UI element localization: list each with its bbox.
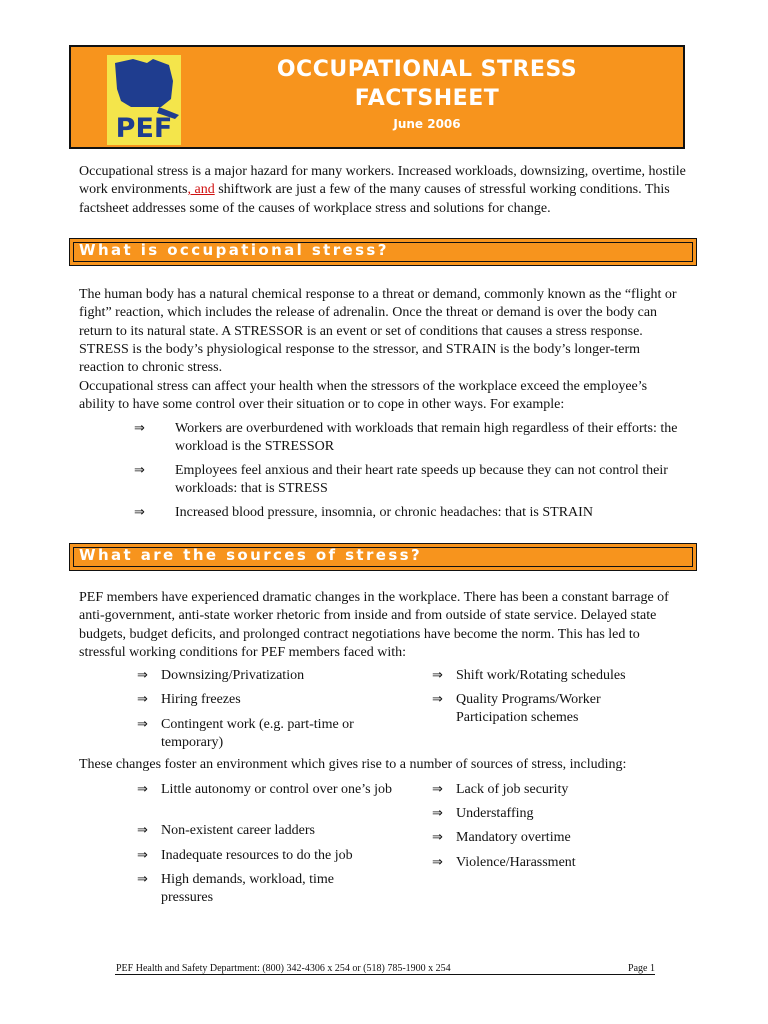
section-title: What is occupational stress? bbox=[79, 241, 389, 259]
footer-divider bbox=[115, 974, 655, 975]
arrow-icon: ⇒ bbox=[432, 855, 443, 870]
logo-text: PEF bbox=[115, 113, 173, 144]
arrow-icon: ⇒ bbox=[432, 830, 443, 845]
arrow-icon: ⇒ bbox=[432, 782, 443, 797]
arrow-icon: ⇒ bbox=[137, 848, 148, 863]
arrow-icon: ⇒ bbox=[137, 823, 148, 838]
stress-definition-paragraph: The human body has a natural chemical response to a threat or demand, commonly known as the “flight or fight” reaction, which includes the release of adrenalin. Once the threat or demand is over the body can return to its natural state. A STRESSOR is an event or set of conditions that causes a stress response. STRESS is the body’s physiological response to the stressor, and STRAIN is the body’s longer-term reaction to chronic stress. bbox=[79, 287, 677, 376]
section-header-sources-of-stress bbox=[69, 543, 697, 571]
intro-paragraph: Occupational stress is a major hazard for many workers. Increased workloads, downsizing, overtime, hostile work environments, and shiftwork are just a few of the many causes of stressful working conditions. This factsheet addresses some of the causes of workplace stress and solutions for change. bbox=[79, 164, 686, 216]
footer-contact: PEF Health and Safety Department: (800) 342-4306 x 254 or (518) 785-1900 x 254 bbox=[116, 963, 451, 974]
arrow-icon: ⇒ bbox=[134, 505, 145, 520]
section-title: What are the sources of stress? bbox=[79, 546, 423, 564]
arrow-icon: ⇒ bbox=[432, 668, 443, 683]
header-banner bbox=[69, 45, 685, 149]
page-number: Page 1 bbox=[628, 963, 655, 974]
pef-logo bbox=[107, 55, 181, 145]
page-title bbox=[191, 55, 663, 113]
section-header-what-is-stress bbox=[69, 238, 697, 266]
arrow-icon: ⇒ bbox=[432, 692, 443, 707]
workplace-changes-paragraph: PEF members have experienced dramatic changes in the workplace. There has been a constant barrage of anti-government, anti-state worker rhetoric from inside and from outside of state service. Delayed state budgets, budget deficits, and prolonged contract negotiations have become the norm. This has led to stressful working conditions for PEF members faced with: bbox=[79, 590, 669, 660]
stress-sources-intro: These changes foster an environment which gives rise to a number of sources of stress, including: bbox=[79, 757, 627, 772]
stress-effects-paragraph: Occupational stress can affect your health when the stressors of the workplace exceed the employee’s ability to have some control over their situation or to cope in other ways. For example: bbox=[79, 379, 648, 413]
arrow-icon: ⇒ bbox=[137, 668, 148, 683]
arrow-icon: ⇒ bbox=[137, 782, 148, 797]
arrow-icon: ⇒ bbox=[137, 717, 148, 732]
arrow-icon: ⇒ bbox=[134, 463, 145, 478]
arrow-icon: ⇒ bbox=[432, 806, 443, 821]
arrow-icon: ⇒ bbox=[137, 872, 148, 887]
arrow-icon: ⇒ bbox=[137, 692, 148, 707]
title-line-1: OCCUPATIONAL STRESS bbox=[276, 57, 578, 82]
title-line-2: FACTSHEET bbox=[354, 86, 500, 111]
arrow-icon: ⇒ bbox=[134, 421, 145, 436]
spellcheck-mark: , and bbox=[187, 182, 215, 198]
publication-date: June 2006 bbox=[393, 117, 461, 131]
